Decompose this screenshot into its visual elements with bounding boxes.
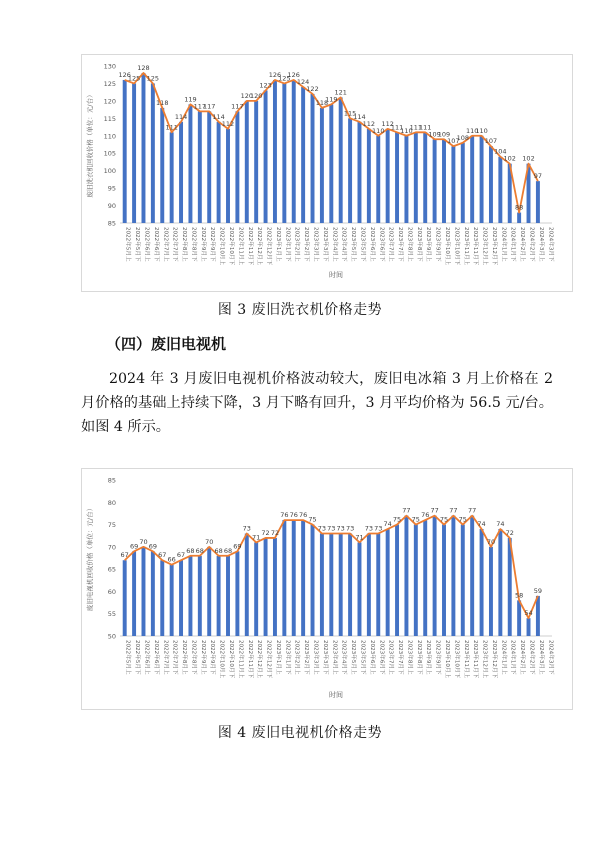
x-tick-label: 2023年5月上 xyxy=(350,640,357,675)
data-label: 71 xyxy=(355,533,364,542)
data-label: 75 xyxy=(308,515,317,524)
x-tick-label: 2023年12月上 xyxy=(481,640,488,679)
y-tick-label: 105 xyxy=(103,149,116,158)
bar xyxy=(527,618,531,636)
tv-price-chart xyxy=(81,468,573,710)
bar xyxy=(198,111,202,223)
x-tick-label: 2022年9月上 xyxy=(199,640,206,675)
data-label: 73 xyxy=(242,524,251,533)
bar xyxy=(358,122,362,223)
data-label: 126 xyxy=(287,70,300,79)
x-tick-label: 2023年2月上 xyxy=(293,227,300,262)
x-tick-label: 2022年9月上 xyxy=(199,227,206,262)
y-tick-label: 115 xyxy=(103,114,116,123)
x-tick-label: 2023年11月上 xyxy=(462,227,469,266)
data-label: 125 xyxy=(146,74,160,83)
x-tick-label: 2024年3月下 xyxy=(547,227,554,262)
data-label: 73 xyxy=(327,524,336,533)
x-tick-label: 2023年5月上 xyxy=(350,227,357,262)
x-tick-label: 2023年3月上 xyxy=(312,640,319,675)
x-tick-label: 2023年9月上 xyxy=(425,640,432,675)
data-label: 77 xyxy=(468,506,477,515)
bar xyxy=(132,83,136,223)
bar xyxy=(423,520,427,636)
data-label: 118 xyxy=(315,98,329,107)
bar xyxy=(207,547,211,636)
bar xyxy=(282,83,286,223)
data-label: 111 xyxy=(419,123,432,132)
y-tick-label: 65 xyxy=(107,565,116,574)
y-tick-label: 85 xyxy=(107,219,116,228)
data-label: 73 xyxy=(317,524,327,533)
bar xyxy=(470,516,474,636)
data-label: 128 xyxy=(137,63,150,72)
x-tick-label: 2022年12月上 xyxy=(256,227,263,266)
x-tick-label: 2024年1月上 xyxy=(500,640,507,675)
x-tick-label: 2022年7月下 xyxy=(171,640,178,675)
x-tick-label: 2022年5月下 xyxy=(134,640,141,675)
bar xyxy=(339,97,343,223)
bar xyxy=(142,547,146,636)
x-tick-label: 2022年8月下 xyxy=(190,227,197,262)
x-tick-label: 2022年12月下 xyxy=(265,640,272,679)
data-label: 68 xyxy=(214,546,223,555)
data-label: 114 xyxy=(174,112,188,121)
bar xyxy=(517,213,521,223)
bar xyxy=(517,600,521,636)
x-tick-label: 2023年10月下 xyxy=(453,640,460,679)
data-label: 76 xyxy=(421,511,430,520)
data-label: 73 xyxy=(374,524,383,533)
x-tick-label: 2024年3月上 xyxy=(537,640,544,675)
data-label: 76 xyxy=(289,511,298,520)
x-tick-label: 2023年9月下 xyxy=(434,227,441,262)
x-tick-label: 2022年8月下 xyxy=(190,640,197,675)
x-tick-label: 2023年6月下 xyxy=(378,640,385,675)
bar xyxy=(376,136,380,223)
data-label: 74 xyxy=(496,520,505,529)
x-tick-label: 2023年8月上 xyxy=(406,640,413,675)
x-tick-label: 2023年3月上 xyxy=(312,227,319,262)
data-label: 107 xyxy=(484,137,498,146)
data-label: 110 xyxy=(400,126,413,135)
bar xyxy=(170,565,174,636)
data-label: 109 xyxy=(437,130,451,139)
x-tick-label: 2024年2月上 xyxy=(519,227,526,262)
x-tick-label: 2023年9月上 xyxy=(425,227,432,262)
bar xyxy=(226,556,230,636)
data-label: 70 xyxy=(205,537,214,546)
data-label: 74 xyxy=(477,520,486,529)
x-tick-label: 2022年10月上 xyxy=(218,640,225,679)
x-tick-label: 2023年10月下 xyxy=(453,227,460,266)
data-label: 107 xyxy=(447,137,460,146)
y-tick-label: 125 xyxy=(103,79,116,88)
bar xyxy=(498,529,502,636)
y-tick-label: 70 xyxy=(107,543,116,552)
data-label: 111 xyxy=(390,123,404,132)
bar xyxy=(367,129,371,223)
x-tick-label: 2022年5月上 xyxy=(124,640,131,675)
x-tick-label: 2023年1月下 xyxy=(284,227,291,262)
y-tick-label: 100 xyxy=(103,167,116,176)
x-tick-label: 2022年7月上 xyxy=(162,640,169,675)
bar xyxy=(348,118,352,223)
x-tick-label: 2024年2月下 xyxy=(528,227,535,262)
data-label: 59 xyxy=(533,586,543,595)
data-label: 75 xyxy=(439,515,449,524)
y-tick-label: 80 xyxy=(107,498,116,507)
washing-machine-price-chart-svg xyxy=(82,55,572,291)
data-label: 124 xyxy=(296,77,310,86)
data-label: 68 xyxy=(223,546,233,555)
y-tick-label: 85 xyxy=(107,476,116,485)
data-label: 72 xyxy=(505,528,514,537)
x-tick-label: 2022年8月上 xyxy=(181,640,188,675)
bar xyxy=(217,122,221,223)
bar xyxy=(188,104,192,223)
data-label: 73 xyxy=(336,524,345,533)
bar xyxy=(254,542,258,636)
data-label: 123 xyxy=(259,81,272,90)
x-tick-label: 2023年1月下 xyxy=(284,640,291,675)
bar xyxy=(320,533,324,636)
data-label: 58 xyxy=(514,591,524,600)
bar xyxy=(320,108,324,223)
data-label: 117 xyxy=(231,102,244,111)
x-tick-label: 2023年4月上 xyxy=(331,640,338,675)
data-label: 114 xyxy=(212,112,225,121)
bar xyxy=(461,525,465,636)
data-label: 97 xyxy=(533,172,543,181)
data-label: 54 xyxy=(524,609,533,618)
x-tick-label: 2022年11月上 xyxy=(237,227,244,266)
x-tick-label: 2022年8月上 xyxy=(181,227,188,262)
bar xyxy=(311,94,315,223)
y-tick-label: 50 xyxy=(107,632,116,641)
bar xyxy=(386,529,390,636)
x-tick-label: 2022年5月下 xyxy=(134,227,141,262)
data-label: 108 xyxy=(456,133,469,142)
y-tick-label: 95 xyxy=(107,184,116,193)
x-tick-label: 2022年7月下 xyxy=(171,227,178,262)
x-tick-label: 2023年3月下 xyxy=(321,227,328,262)
bar xyxy=(414,525,418,636)
x-tick-label: 2023年4月上 xyxy=(331,227,338,262)
y-tick-label: 90 xyxy=(107,202,116,211)
data-label: 117 xyxy=(203,102,216,111)
data-label: 67 xyxy=(120,551,129,560)
x-tick-label: 2022年10月下 xyxy=(228,640,234,679)
bar xyxy=(123,80,127,223)
bar xyxy=(160,108,164,223)
x-tick-label: 2023年4月下 xyxy=(340,640,347,675)
data-label: 74 xyxy=(383,520,392,529)
bar xyxy=(179,122,183,223)
bar xyxy=(414,132,418,223)
bar xyxy=(132,551,136,636)
x-tick-label: 2023年6月上 xyxy=(368,227,375,262)
y-tick-label: 55 xyxy=(107,610,116,619)
x-tick-label: 2023年1月上 xyxy=(274,640,281,675)
data-label: 114 xyxy=(353,112,366,121)
bar xyxy=(301,520,305,636)
y-tick-label: 130 xyxy=(103,62,116,71)
data-label: 75 xyxy=(392,515,402,524)
bar xyxy=(348,533,352,636)
bar xyxy=(376,533,380,636)
x-tick-label: 2023年12月下 xyxy=(490,227,497,266)
bar xyxy=(489,547,493,636)
x-tick-label: 2022年11月上 xyxy=(237,640,244,679)
bar xyxy=(480,136,484,223)
bar xyxy=(329,533,333,636)
bar xyxy=(423,132,427,223)
bar xyxy=(461,143,465,223)
bar xyxy=(395,525,399,636)
y-axis-title: 废旧电视机回收价格（单位：元/台） xyxy=(86,504,94,612)
data-label: 120 xyxy=(240,91,253,100)
bar xyxy=(245,533,249,636)
x-tick-label: 2023年6月下 xyxy=(378,227,385,262)
x-tick-label: 2024年2月上 xyxy=(519,640,526,675)
data-label: 117 xyxy=(193,102,207,111)
bar xyxy=(282,520,286,636)
x-axis-title: 时间 xyxy=(329,691,343,699)
data-label: 104 xyxy=(494,147,507,156)
bar xyxy=(151,551,155,636)
data-label: 88 xyxy=(514,203,524,212)
data-label: 118 xyxy=(156,98,169,107)
x-tick-label: 2022年9月下 xyxy=(209,227,216,262)
x-tick-label: 2022年6月下 xyxy=(152,227,159,262)
bar xyxy=(386,129,390,223)
x-axis-title: 时间 xyxy=(329,271,343,279)
x-tick-label: 2023年7月下 xyxy=(397,227,404,262)
data-label: 126 xyxy=(268,70,282,79)
x-tick-label: 2023年8月下 xyxy=(415,227,422,262)
x-tick-label: 2022年9月下 xyxy=(209,640,216,675)
data-label: 68 xyxy=(186,546,195,555)
bar xyxy=(339,533,343,636)
x-tick-label: 2023年11月下 xyxy=(472,640,479,679)
x-tick-label: 2022年11月下 xyxy=(246,640,253,679)
data-label: 69 xyxy=(233,542,242,551)
bar xyxy=(170,132,174,223)
section-heading: （四）废旧电视机 xyxy=(106,335,227,353)
data-label: 77 xyxy=(402,506,411,515)
data-label: 70 xyxy=(486,537,496,546)
x-tick-label: 2022年6月下 xyxy=(152,640,159,675)
x-tick-label: 2022年6月上 xyxy=(143,640,150,675)
data-label: 70 xyxy=(139,537,148,546)
data-label: 76 xyxy=(298,511,308,520)
data-label: 121 xyxy=(334,88,347,97)
data-label: 110 xyxy=(465,126,479,135)
data-label: 126 xyxy=(118,70,131,79)
x-tick-label: 2023年8月上 xyxy=(406,227,413,262)
data-label: 110 xyxy=(475,126,488,135)
x-tick-label: 2023年8月下 xyxy=(415,640,422,675)
data-label: 75 xyxy=(458,515,467,524)
section-paragraph: 2024 年 3 月废旧电视机价格波动较大，废旧电冰箱 3 月上价格在 2 月价格的基础上持续下降，3 月下略有回升，3 月平均价格为 56.5 元/台。如图 4 所示。 xyxy=(81,371,553,435)
bar xyxy=(188,556,192,636)
bar xyxy=(442,139,446,223)
data-label: 66 xyxy=(167,555,176,564)
data-label: 73 xyxy=(345,524,355,533)
data-label: 102 xyxy=(503,154,516,163)
bar xyxy=(245,101,249,223)
bar xyxy=(226,129,230,223)
x-tick-label: 2022年10月下 xyxy=(228,227,234,266)
bar xyxy=(451,146,455,223)
data-label: 102 xyxy=(522,154,535,163)
bar xyxy=(451,516,455,636)
bar xyxy=(480,529,484,636)
washing-machine-price-chart xyxy=(81,54,573,292)
data-label: 76 xyxy=(280,511,289,520)
data-label: 67 xyxy=(158,551,167,560)
x-tick-label: 2023年9月下 xyxy=(434,640,441,675)
x-tick-label: 2022年12月下 xyxy=(265,227,272,266)
bar xyxy=(498,157,502,223)
y-tick-label: 75 xyxy=(107,521,116,530)
x-tick-label: 2023年12月上 xyxy=(481,227,488,266)
bar xyxy=(273,80,277,223)
bar xyxy=(264,90,268,223)
bar xyxy=(273,538,277,636)
figure-3-caption: 图 3 废旧洗衣机价格走势 xyxy=(217,302,383,318)
data-label: 68 xyxy=(195,546,204,555)
x-tick-label: 2022年10月上 xyxy=(218,227,225,266)
x-tick-label: 2024年3月下 xyxy=(547,640,554,675)
x-tick-label: 2023年11月下 xyxy=(472,227,479,266)
data-label: 112 xyxy=(362,119,376,128)
bar xyxy=(329,104,333,223)
data-label: 72 xyxy=(261,528,270,537)
data-label: 112 xyxy=(221,119,235,128)
y-tick-label: 110 xyxy=(103,132,116,141)
x-tick-label: 2023年10月上 xyxy=(444,227,450,266)
data-label: 75 xyxy=(411,515,420,524)
data-label: 67 xyxy=(176,551,186,560)
data-label: 72 xyxy=(270,528,280,537)
bar xyxy=(292,80,296,223)
data-label: 73 xyxy=(364,524,374,533)
bar xyxy=(433,516,437,636)
tv-price-chart-svg xyxy=(82,469,572,709)
data-label: 119 xyxy=(325,95,338,104)
data-label: 77 xyxy=(449,506,458,515)
x-tick-label: 2023年3月下 xyxy=(321,640,328,675)
data-label: 111 xyxy=(409,123,423,132)
data-label: 115 xyxy=(343,109,357,118)
x-tick-label: 2023年7月上 xyxy=(387,227,394,262)
x-tick-label: 2023年2月上 xyxy=(293,640,300,675)
data-label: 77 xyxy=(430,506,439,515)
x-tick-label: 2023年7月上 xyxy=(387,640,394,675)
x-tick-label: 2023年11月上 xyxy=(462,640,469,679)
bar xyxy=(301,87,305,223)
y-tick-label: 120 xyxy=(103,97,116,106)
x-tick-label: 2023年2月下 xyxy=(303,227,310,262)
data-label: 112 xyxy=(381,119,394,128)
x-tick-label: 2024年1月下 xyxy=(509,227,516,262)
x-tick-label: 2024年3月上 xyxy=(537,227,544,262)
bar xyxy=(404,516,408,636)
data-label: 122 xyxy=(306,84,319,93)
x-tick-label: 2023年2月下 xyxy=(303,640,310,675)
bar xyxy=(264,538,268,636)
data-label: 69 xyxy=(129,542,139,551)
x-tick-label: 2022年11月下 xyxy=(246,227,253,266)
data-label: 69 xyxy=(148,542,158,551)
bar xyxy=(367,533,371,636)
bar xyxy=(198,556,202,636)
bar xyxy=(207,111,211,223)
bar xyxy=(160,560,164,636)
x-tick-label: 2024年1月下 xyxy=(509,640,516,675)
bar xyxy=(123,560,127,636)
bar xyxy=(404,136,408,223)
data-label: 119 xyxy=(184,95,197,104)
bar xyxy=(489,146,493,223)
bar xyxy=(395,132,399,223)
x-tick-label: 2023年5月下 xyxy=(359,227,366,262)
bar xyxy=(358,542,362,636)
x-tick-label: 2023年7月下 xyxy=(397,640,404,675)
data-label: 125 xyxy=(127,74,141,83)
y-tick-label: 60 xyxy=(107,587,116,596)
bar xyxy=(292,520,296,636)
data-label: 109 xyxy=(428,130,441,139)
x-tick-label: 2023年12月下 xyxy=(490,640,497,679)
bar xyxy=(470,136,474,223)
x-tick-label: 2024年2月下 xyxy=(528,640,535,675)
bar xyxy=(536,596,540,636)
bar xyxy=(536,181,540,223)
x-tick-label: 2022年6月上 xyxy=(143,227,150,262)
bar xyxy=(311,525,315,636)
bar xyxy=(254,101,258,223)
x-tick-label: 2023年10月上 xyxy=(444,640,450,679)
x-tick-label: 2024年1月上 xyxy=(500,227,507,262)
bar xyxy=(151,83,155,223)
data-label: 111 xyxy=(165,123,178,132)
bar xyxy=(217,556,221,636)
x-tick-label: 2022年5月上 xyxy=(124,227,131,262)
x-tick-label: 2022年12月上 xyxy=(256,640,263,679)
y-axis-title: 废旧洗衣机回收价格（单位：元/台） xyxy=(86,91,94,198)
bar xyxy=(235,111,239,223)
x-tick-label: 2023年5月下 xyxy=(359,640,366,675)
x-tick-label: 2023年6月上 xyxy=(368,640,375,675)
bar xyxy=(179,560,183,636)
data-label: 120 xyxy=(249,91,263,100)
bar xyxy=(442,525,446,636)
figure-4-caption: 图 4 废旧电视机价格走势 xyxy=(217,725,383,741)
x-tick-label: 2023年4月下 xyxy=(340,227,347,262)
bar xyxy=(142,73,146,223)
data-label: 71 xyxy=(252,533,261,542)
data-label: 110 xyxy=(372,126,385,135)
x-tick-label: 2023年1月上 xyxy=(274,227,281,262)
data-label: 125 xyxy=(278,74,291,83)
x-tick-label: 2022年7月上 xyxy=(162,227,169,262)
bar xyxy=(235,551,239,636)
bar xyxy=(433,139,437,223)
